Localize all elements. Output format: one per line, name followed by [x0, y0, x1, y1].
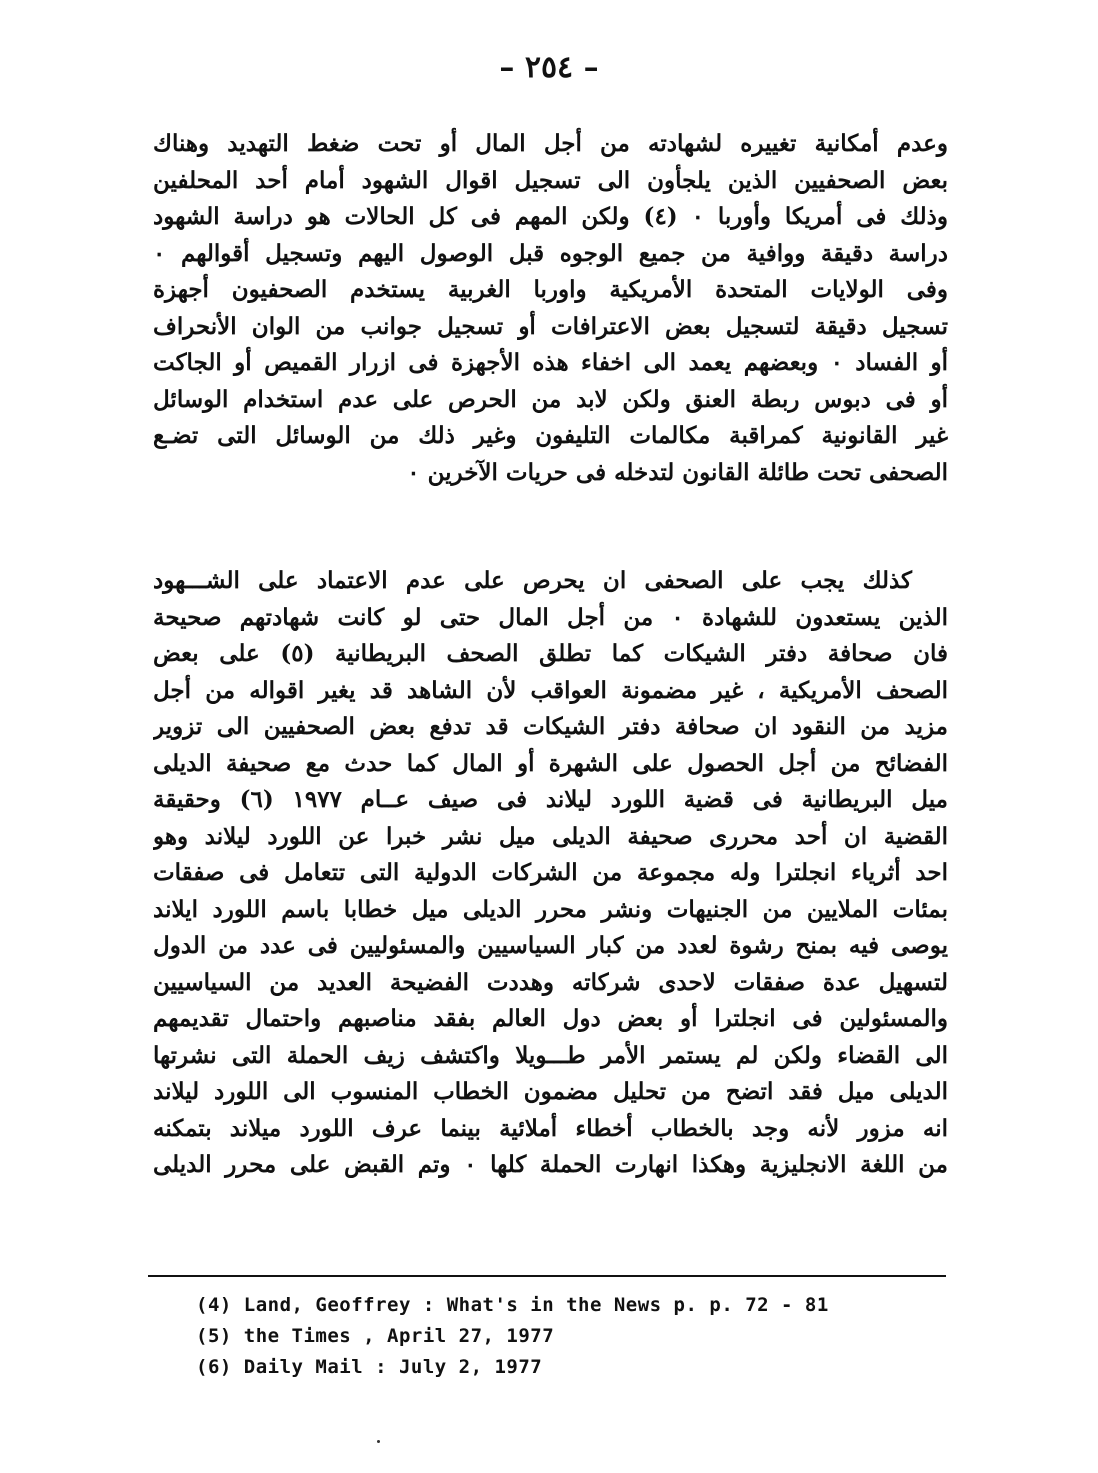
text-line: والمسئولين فى انجلترا أو بعض دول العالم بفقد مناصبهم واحتمال تقديمهم — [153, 1005, 948, 1032]
text-line: فان صحافة دفتر الشيكات كما تطلق الصحف البريطانية (٥) على بعض — [153, 640, 948, 667]
text-line: يوصى فيه بمنح رشوة لعدد من كبار السياسيين والمسئوليين فى عدد من الدول — [153, 932, 948, 959]
text-line: وذلك فى أمريكا وأوربا ٠ (٤) ولكن المهم فى كل الحالات هو دراسة الشهود — [153, 203, 948, 230]
text-line: الذين يستعدون للشهادة ٠ من أجل المال حتى لو كانت شهادتهم صحيحة — [153, 603, 948, 631]
text-line: الصحف الأمريكية ، غير مضمونة العواقب لأن الشاهد قد يغير اقواله من أجل — [153, 676, 948, 704]
paragraph-1 — [153, 126, 948, 491]
text-line: تسجيل دقيقة لتسجيل بعض الاعترافات أو تسجيل جوانب من الوان الأنحراف — [153, 312, 948, 340]
text-line: لتسهيل عدة صفقات لاحدى شركاته وهددت الفضيحة العديد من السياسيين — [153, 968, 948, 996]
text-line: احد أثرياء انجلترا وله مجموعة من الشركات الدولية التى تتعامل فى صفقات — [153, 859, 948, 886]
text-line: وعدم أمكانية تغييره لشهادته من أجل المال أو تحت ضغط التهديد وهناك — [153, 130, 948, 157]
text-line: من اللغة الانجليزية وهكذا انهارت الحملة كلها ٠ وتم القبض على محرر الديلى — [153, 1151, 948, 1178]
text-line: ميل البريطانية فى قضية اللورد ليلاند فى صيف عــام ١٩٧٧ (٦) وحقيقة — [153, 786, 948, 813]
text-line: الى القضاء ولكن لم يستمر الأمر طـــويلا واكتشف زيف الحملة التى نشرتها — [153, 1041, 948, 1069]
footnote-6: (6) Daily Mail : July 2, 1977 — [196, 1356, 543, 1378]
text-line: الصحفى تحت طائلة القانون لتدخله فى حريات الآخرين ٠ — [407, 458, 948, 486]
footnote-divider — [148, 1275, 946, 1277]
text-line: القضية ان أحد محررى صحيفة الديلى ميل نشر خبرا عن اللورد ليلاند وهو — [153, 822, 948, 850]
text-line: وفى الولايات المتحدة الأمريكية واوربا الغربية يستخدم الصحفيون أجهزة — [153, 276, 948, 303]
footnotes — [196, 1290, 916, 1383]
text-line: الديلى ميل فقد اتضح من تحليل مضمون الخطاب المنسوب الى اللورد ليلاند — [153, 1078, 948, 1105]
page-number: – ٢٥٤ – — [499, 50, 599, 85]
footnote-5: (5) the Times , April 27, 1977 — [196, 1325, 555, 1347]
text-line: غير القانونية كمراقبة مكالمات التليفون وغير ذلك من الوسائل التى تضـع — [153, 422, 948, 449]
scan-speck — [377, 1440, 380, 1443]
text-line: أو الفساد ٠ وبعضهم يعمد الى اخفاء هذه الأجهزة فى ازرار القميص أو الجاكت — [153, 349, 948, 376]
paragraph-2 — [153, 563, 948, 1184]
text-line: كذلك يجب على الصحفى ان يحرص على عدم الاعتماد على الشـــهود — [153, 567, 912, 594]
text-line: دراسة دقيقة ووافية من جميع الوجوه قبل الوصول اليهم وتسجيل أقوالهم ٠ — [153, 239, 948, 267]
text-line: انه مزور لأنه وجد بالخطاب أخطاء أملائية بينما عرف اللورد ميلاند بتمكنه — [153, 1114, 948, 1142]
text-line: أو فى دبوس ربطة العنق ولكن لابد من الحرص على عدم استخدام الوسائل — [153, 385, 948, 413]
text-line: بمئات الملايين من الجنيهات ونشر محرر الديلى ميل خطابا باسم اللورد ايلاند — [153, 895, 948, 923]
text-line: بعض الصحفيين الذين يلجأون الى تسجيل اقوال الشهود أمام أحد المحلفين — [153, 166, 948, 194]
text-line: مزيد من النقود ان صحافة دفتر الشيكات قد تدفع بعض الصحفيين الى تزوير — [153, 713, 948, 740]
text-line: الفضائح من أجل الحصول على الشهرة أو المال كما حدث مع صحيفة الديلى — [153, 749, 948, 777]
footnote-4: (4) Land, Geoffrey : What's in the News p. p. 72 - 81 — [196, 1294, 829, 1316]
